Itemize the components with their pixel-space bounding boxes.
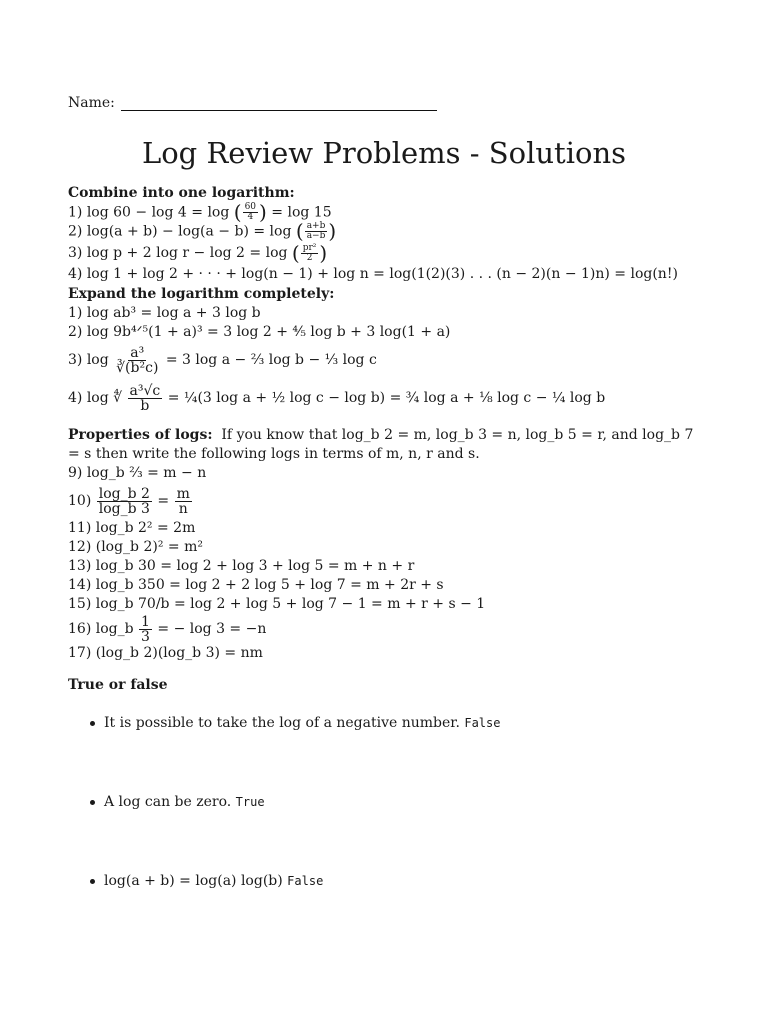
properties-problem-16: 16) log_b $\frac{1}{3}$ = − log 3 = −n — [68, 613, 267, 645]
expand-problem-1: 1) log ab³ = log a + 3 log b — [68, 305, 261, 321]
expand-problem-3: 3) log $\frac{\text{a³}}{\text{∛(b²c)}}$ = 3 log a − ⅔ log b − ⅓ log c — [68, 344, 377, 376]
properties-problem-11: 11) log_b 2² = 2m — [68, 520, 196, 536]
properties-problem-13: 13) log_b 30 = log 2 + log 3 + log 5 = m + n + r — [68, 558, 415, 574]
truefalse-item-3: log(a + b) = log(a) log(b) False — [90, 873, 323, 889]
combine-problem-2: 2) log(a + b) − log(a − b) = log ( $\frac{a+b}{a-b}$ ) — [68, 219, 337, 243]
truefalse-list — [68, 695, 708, 915]
expand-heading: Expand the logarithm completely: — [68, 286, 335, 302]
properties-heading: Properties of logs: — [68, 427, 213, 443]
truefalse-item-1: It is possible to take the log of a negative number. False — [90, 715, 500, 731]
name-field — [68, 95, 437, 111]
truefalse-heading: True or false — [68, 677, 168, 693]
name-blank-line[interactable] — [121, 96, 437, 111]
properties-problem-14: 14) log_b 350 = log 2 + 2 log 5 + log 7 = m + 2r + s — [68, 577, 444, 593]
properties-problem-12: 12) (log_b 2)² = m² — [68, 539, 203, 555]
name-label: Name: — [68, 95, 115, 111]
bullet-icon — [90, 721, 95, 726]
properties-problem-15: 15) log_b 70/b = log 2 + log 5 + log 7 − 1 = m + r + s − 1 — [68, 596, 486, 612]
properties-problem-9: 9) log_b ⅔ = m − n — [68, 465, 207, 481]
worksheet-content — [68, 183, 708, 915]
answer-text: True — [235, 795, 265, 809]
expand-problem-4: 4) log ∜ $\frac{\text{a³√c}}{b}$ = ¼(3 log a + ½ log c − log b) = ¾ log a + ⅛ log c − ¼ log b — [68, 382, 606, 414]
combine-problem-3: 3) log p + 2 log r − log 2 = log ( $\frac{\text{pr²}}{2}$ ) — [68, 241, 328, 265]
answer-text: False — [464, 716, 501, 730]
properties-paragraph — [68, 426, 708, 464]
properties-problem-17: 17) (log_b 2)(log_b 3) = nm — [68, 645, 263, 661]
answer-text: False — [287, 874, 324, 888]
expand-problem-2: 2) log 9b⁴ᐟ⁵(1 + a)³ = 3 log 2 + ⁴⁄₅ log b + 3 log(1 + a) — [68, 324, 451, 340]
truefalse-item-2: A log can be zero. True — [90, 794, 265, 810]
bullet-icon — [90, 800, 95, 805]
page-title: Log Review Problems - Solutions — [141, 136, 627, 170]
combine-problem-1: 1) log 60 − log 4 = log ( $\frac{60}{4}$ ) = log 15 — [68, 200, 332, 224]
combine-heading: Combine into one logarithm: — [68, 185, 295, 201]
combine-problem-4: 4) log 1 + log 2 + · · · + log(n − 1) + log n = log(1(2)(3) . . . (n − 2)(n − 1)n) = log(n!) — [68, 266, 678, 282]
bullet-icon — [90, 879, 95, 884]
properties-problem-10: 10) $\frac{\log\_b 2}{\log\_b 3}$ = $\frac{m}{n}$ — [68, 485, 190, 517]
properties-intro: If you know that log_b 2 = m, log_b 3 = n, log_b 5 = r, and log_b 7 = s then write the following logs in terms of m, n, r and s. — [68, 427, 694, 462]
